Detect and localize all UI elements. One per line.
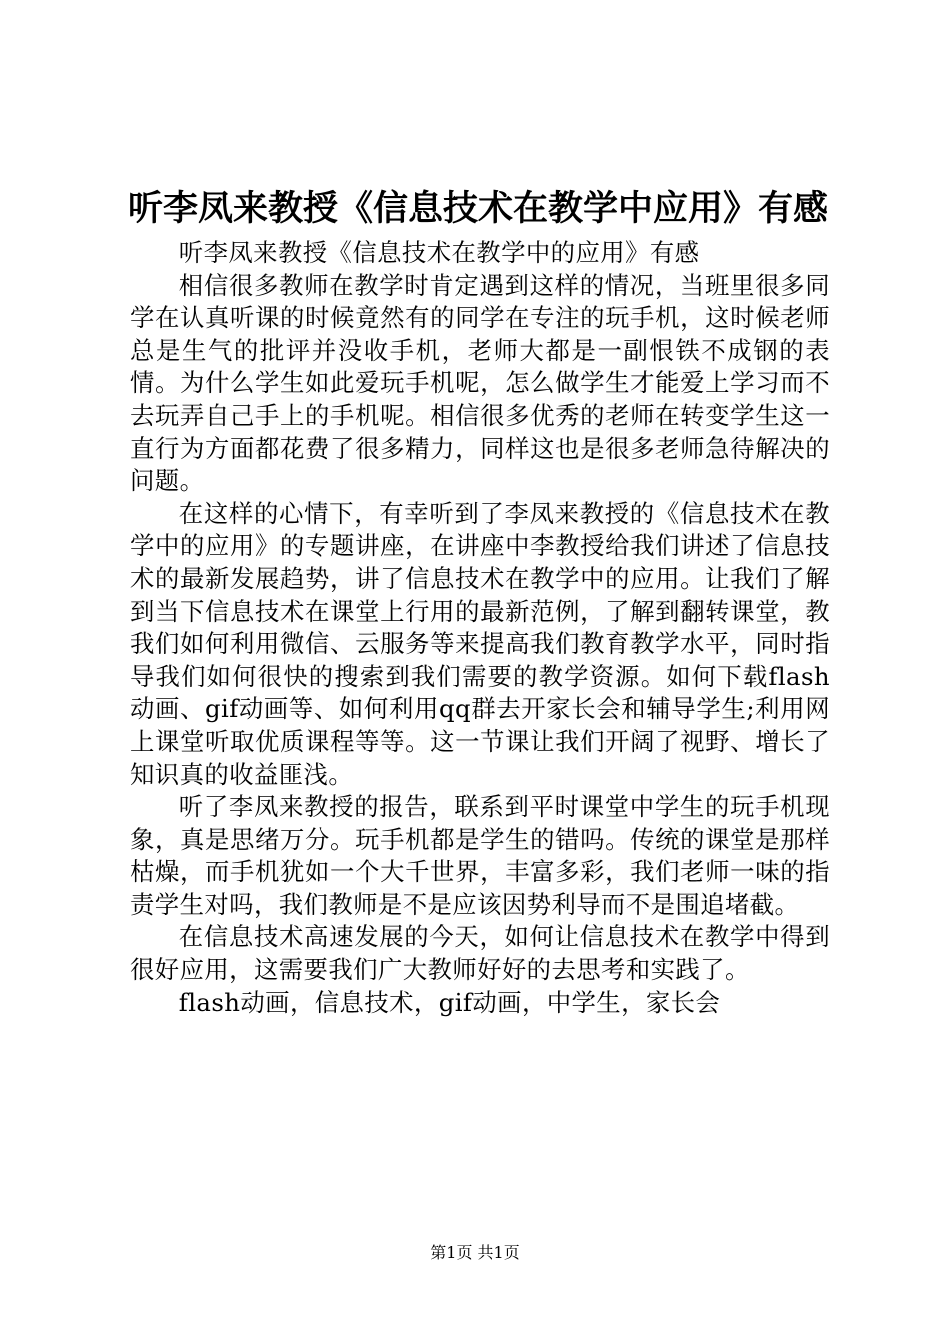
document-subtitle: 听李凤来教授《信息技术在教学中的应用》有感 xyxy=(178,238,700,267)
paragraph-1: 相信很多教师在教学时肯定遇到这样的情况，当班里很多同学在认真听课的时候竟然有的同学在专注的玩手机，这时候老师总是生气的批评并没收手机，老师大都是一副恨铁不成钢的表情。为什么学生如此爱玩手机呢，怎么做学生才能爱上学习而不去玩弄自己手上的手机呢。相信很多优秀的老师在转变学生这一直行为方面都花费了很多精力，同样这也是很多老师急待解决的问题。 xyxy=(130,270,830,496)
document-body xyxy=(130,237,830,1019)
paragraph-3: 听了李凤来教授的报告，联系到平时课堂中学生的玩手机现象，真是思绪万分。玩手机都是学生的错吗。传统的课堂是那样枯燥，而手机犹如一个大千世界，丰富多彩，我们老师一味的指责学生对吗，我们教师是不是应该因势利导而不是围追堵截。 xyxy=(130,792,830,919)
page-footer: 第1页 共1页 xyxy=(430,1243,520,1262)
keywords-line: flash动画，信息技术，gif动画，中学生，家长会 xyxy=(178,987,721,1017)
document-title: 听李凤来教授《信息技术在教学中应用》有感 xyxy=(128,188,829,229)
paragraph-4: 在信息技术高速发展的今天，如何让信息技术在教学中得到很好应用，这需要我们广大教师好好的去思考和实践了。 xyxy=(130,922,830,985)
paragraph-2: 在这样的心情下，有幸听到了李凤来教授的《信息技术在教学中的应用》的专题讲座，在讲座中李教授给我们讲述了信息技术的最新发展趋势，讲了信息技术在教学中的应用。让我们了解到当下信息技术在课堂上行用的最新范例，了解到翻转课堂，教我们如何利用微信、云服务等来提高我们教育教学水平，同时指导我们如何很快的搜索到我们需要的教学资源。如何下载flash动画、gif动画等、如何利用qq群去开家长会和辅导学生;利用网上课堂听取优质课程等等。这一节课让我们开阔了视野、增长了知识真的收益匪浅。 xyxy=(130,498,830,789)
